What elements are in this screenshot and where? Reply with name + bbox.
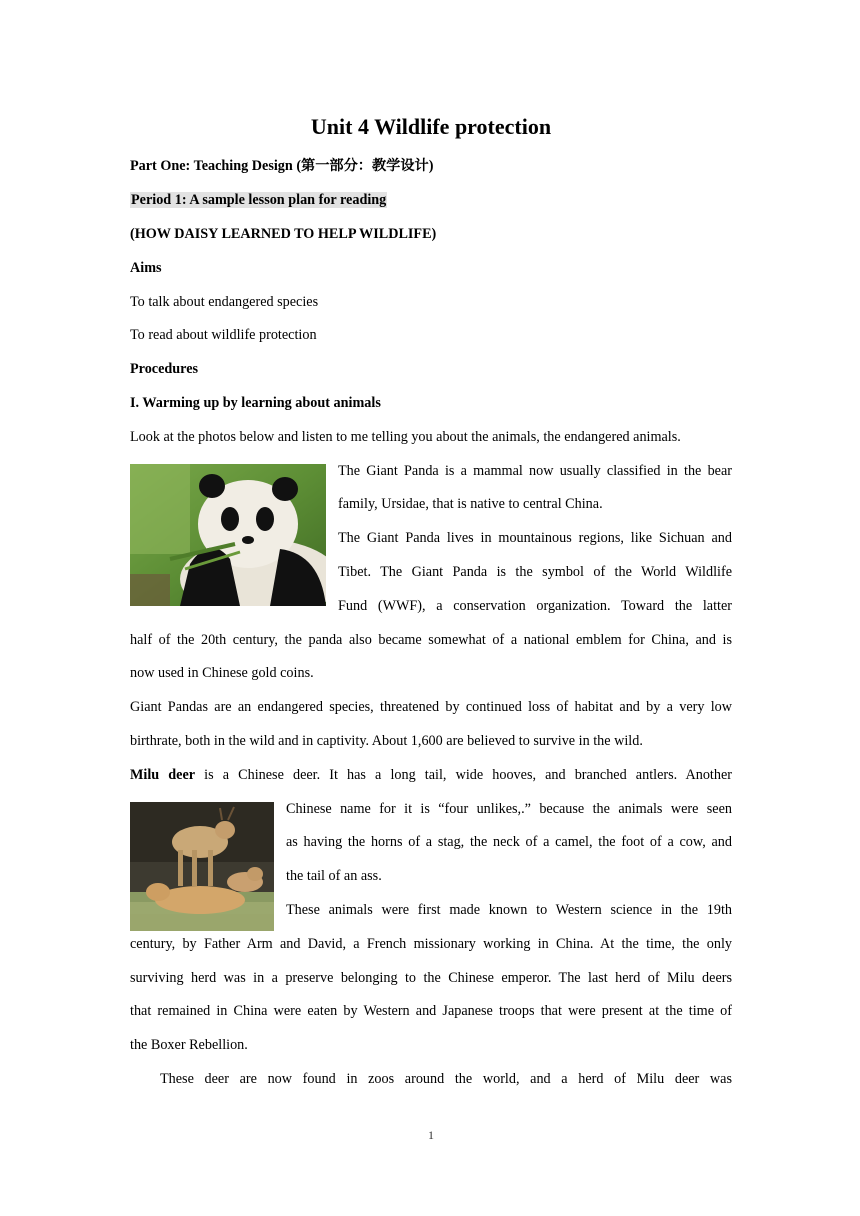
milu-text-line: century, by Father Arm and David, a French missionary working in China. At the time, the only [130, 936, 732, 952]
panda-text-line: now used in Chinese gold coins. [130, 665, 314, 681]
panda-text-line: The Giant Panda lives in mountainous regions, like Sichuan and [338, 530, 732, 546]
aim-item: To read about wildlife protection [130, 327, 317, 343]
panda-text-line: Tibet. The Giant Panda is the symbol of the World Wildlife [338, 564, 732, 580]
panda-text-line: family, Ursidae, that is native to central China. [338, 496, 603, 512]
panda-text-line: Giant Pandas are an endangered species, threatened by continued loss of habitat and by a very low [130, 699, 732, 715]
milu-term: Milu deer [130, 767, 196, 783]
milu-intro-line [130, 765, 732, 785]
aims-heading: Aims [130, 260, 162, 276]
section-heading: I. Warming up by learning about animals [130, 395, 381, 411]
milu-text-line: the tail of an ass. [286, 868, 382, 884]
milu-text-line: surviving herd was in a preserve belonging to the Chinese emperor. The last herd of Milu deers [130, 970, 732, 986]
lesson-subtitle: (HOW DAISY LEARNED TO HELP WILDLIFE) [130, 226, 437, 242]
period-heading [130, 190, 387, 210]
page-title: Unit 4 Wildlife protection [310, 114, 552, 139]
period-highlight: Period 1: A sample lesson plan for reading [131, 192, 387, 208]
milu-deer-photo [130, 802, 274, 931]
aim-item: To talk about endangered species [130, 294, 319, 310]
milu-text-line: as having the horns of a stag, the neck of a camel, the foot of a cow, and [286, 834, 732, 850]
milu-text-line: that remained in China were eaten by Western and Japanese troops that were present at the time of [130, 1003, 732, 1019]
page-number: 1 [428, 1128, 434, 1142]
panda-text-line: half of the 20th century, the panda also became somewhat of a national emblem for China, and is [130, 632, 732, 648]
milu-text-line: Chinese name for it is “four unlikes,.” because the animals were seen [286, 801, 732, 817]
milu-text-line: the Boxer Rebellion. [130, 1037, 248, 1053]
milu-text-line: These animals were first made known to Western science in the 19th [286, 902, 732, 918]
intro-paragraph: Look at the photos below and listen to me telling you about the animals, the endangered animals. [130, 429, 681, 445]
panda-text-line: birthrate, both in the wild and in captivity. About 1,600 are believed to survive in the wild. [130, 733, 643, 749]
giant-panda-photo [130, 464, 326, 606]
panda-text-line: Fund (WWF), a conservation organization. Toward the latter [338, 598, 732, 614]
procedures-heading: Procedures [130, 361, 199, 377]
part-heading: Part One: Teaching Design (第一部分：教学设计) [130, 158, 434, 174]
milu-intro-text: is a Chinese deer. It has a long tail, wide hooves, and branched antlers. Another [195, 767, 732, 783]
panda-text-line: The Giant Panda is a mammal now usually classified in the bear [338, 463, 732, 479]
milu-text-line: These deer are now found in zoos around the world, and a herd of Milu deer was [160, 1071, 732, 1087]
